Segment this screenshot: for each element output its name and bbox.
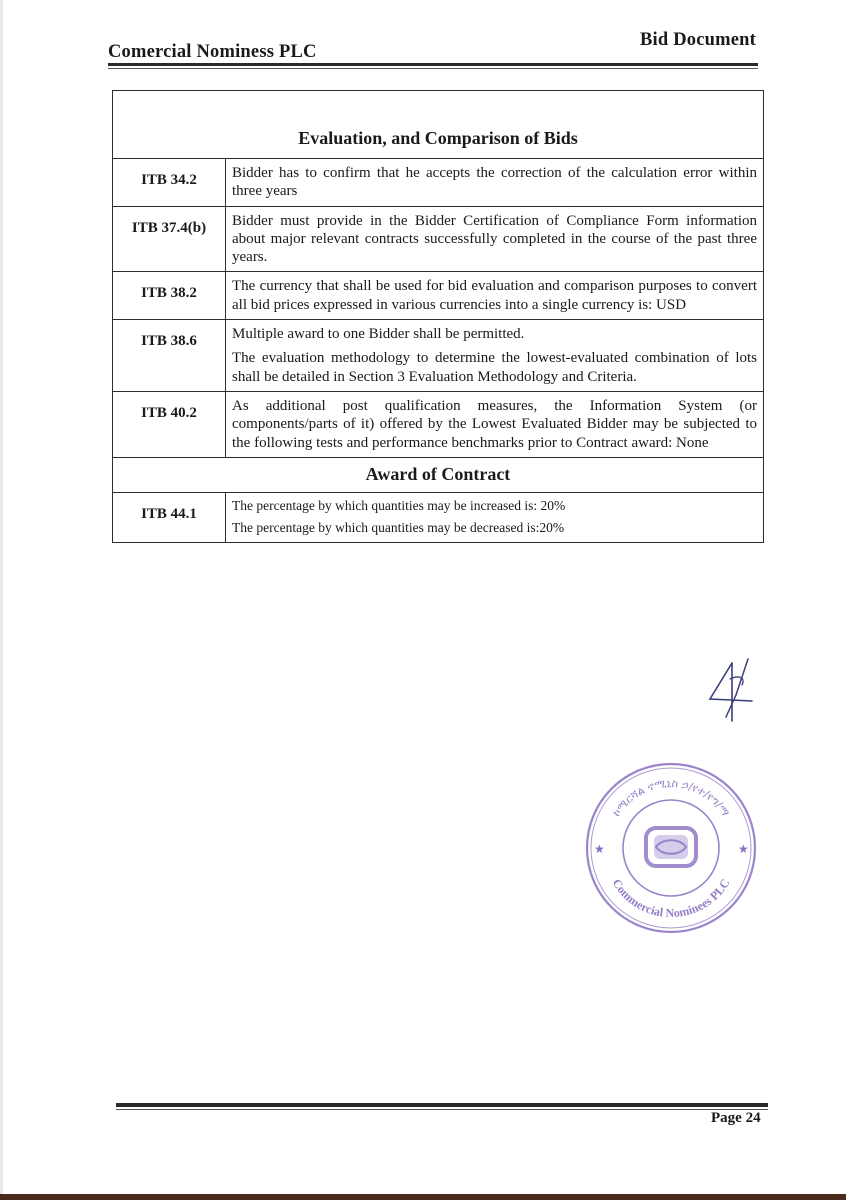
footer-rule-thin [116, 1109, 768, 1110]
page-edge [0, 0, 3, 1200]
header-rule [108, 63, 758, 66]
clause-code: ITB 40.2 [113, 391, 226, 457]
clause-description [226, 391, 764, 457]
clause-code: ITB 38.2 [113, 272, 226, 320]
company-seal-stamp [582, 758, 760, 938]
table-row [113, 492, 764, 542]
handwritten-signature [702, 655, 762, 725]
header-rule-thin [108, 68, 758, 69]
svg-text:★: ★ [738, 842, 749, 856]
clause-code: ITB 37.4(b) [113, 206, 226, 272]
clause-paragraph: The currency that shall be used for bid evaluation and comparison purposes to convert all bid prices expressed in various currencies into a single currency is: USD [232, 278, 757, 313]
table-row [113, 391, 764, 457]
clause-description [226, 492, 764, 542]
clause-paragraph: The evaluation methodology to determine the lowest-evaluated combination of lots shall be detailed in Section 3 Evaluation Methodology and Criteria. [232, 350, 757, 385]
clause-paragraph: The percentage by which quantities may be increased is: 20% [232, 497, 566, 513]
clause-code: ITB 34.2 [113, 159, 226, 207]
scan-bottom-edge [0, 1194, 846, 1200]
clause-description [226, 206, 764, 272]
clause-paragraph: As additional post qualification measures, the Information System (or components/parts of it) offered by the Lowest Evaluated Bidder may be subjected to the following tests and performance benchmarks prior to Contract award: None [232, 397, 757, 451]
table-row [113, 159, 764, 207]
clause-code: ITB 38.6 [113, 320, 226, 392]
table-row [113, 272, 764, 320]
clause-paragraph: The percentage by which quantities may be decreased is:20% [232, 520, 565, 536]
svg-text:★: ★ [594, 842, 605, 856]
stamp-bottom-text: Commercial Nominees PLC [609, 876, 733, 921]
clause-paragraph: Multiple award to one Bidder shall be permitted. [232, 326, 525, 343]
table-row [113, 206, 764, 272]
svg-text:ኮሜርሻል ኖሚኒስ ኃ/የተ/የግ/ማ [610, 777, 732, 819]
stamp-top-text: ኮሜርሻል ኖሚኒስ ኃ/የተ/የግ/ማ [609, 776, 733, 819]
clause-paragraph: Bidder has to confirm that he accepts the correction of the calculation error within three years [232, 165, 757, 200]
clause-description [226, 159, 764, 207]
clause-description [226, 272, 764, 320]
bid-data-table [112, 90, 764, 543]
clause-description [226, 320, 764, 392]
section-heading: Award of Contract [113, 457, 764, 492]
table-row [113, 320, 764, 392]
section-header-row [113, 91, 764, 159]
section-heading: Evaluation, and Comparison of Bids [113, 91, 764, 159]
company-name: Comercial Nominess PLC [108, 42, 317, 62]
clause-code: ITB 44.1 [113, 492, 226, 542]
page-number: Page 24 [711, 1110, 761, 1126]
footer-rule [116, 1103, 768, 1107]
document-title: Bid Document [640, 30, 756, 50]
section-header-row [113, 457, 764, 492]
svg-text:Commercial Nominees PLC [610, 876, 733, 920]
clause-paragraph: Bidder must provide in the Bidder Certification of Compliance Form information about major relevant contracts successfully completed in the course of the past three years. [232, 212, 757, 266]
